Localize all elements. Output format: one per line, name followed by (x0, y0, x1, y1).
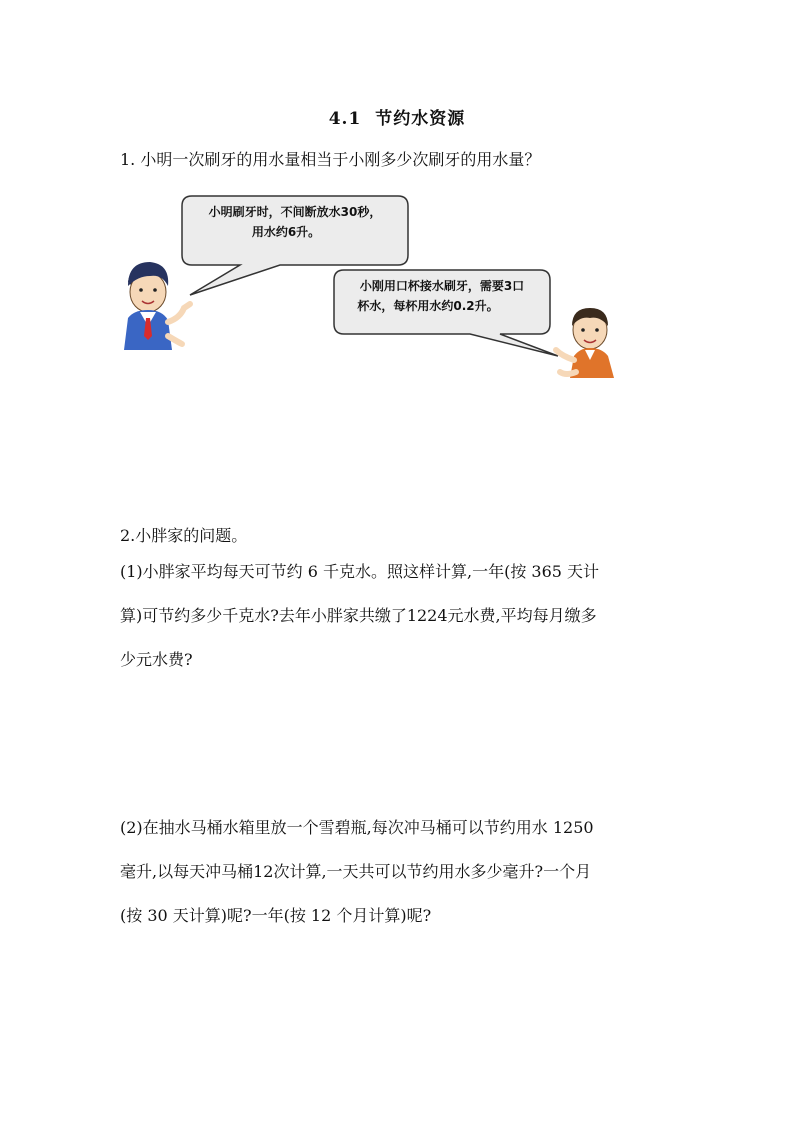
question-2-heading: 2.小胖家的问题。 (120, 526, 248, 545)
question-2-part-1-line: 算)可节约多少千克水?去年小胖家共缴了1224元水费,平均每月缴多 (120, 606, 597, 625)
speech-bubble-right (334, 270, 558, 356)
boy-xiaoming-figure (124, 262, 190, 350)
question-2-part-2-line: (按 30 天计算)呢?一年(按 12 个月计算)呢? (120, 906, 432, 925)
bubble-right-line2: 杯水，每杯用水约0.2升。 (357, 299, 499, 313)
bubble-right-line1: 小刚用口杯接水刷牙，需要3口 (359, 279, 525, 293)
bubble-left-line1: 小明刷牙时，不间断放水30秒， (208, 205, 382, 219)
question-2-part-1-line: (1)小胖家平均每天可节约 6 千克水。照这样计算,一年(按 365 天计 (120, 562, 600, 581)
boy-xiaogang-figure (556, 308, 614, 378)
question-2-part-1 (120, 550, 680, 682)
section-number: 4.1 (328, 109, 362, 129)
question-2-part-1-line: 少元水费? (120, 650, 193, 669)
question-2-part-2-line: (2)在抽水马桶水箱里放一个雪碧瓶,每次冲马桶可以节约用水 1250 (120, 818, 594, 837)
question-2-part-2 (120, 806, 680, 938)
bubble-left-line2: 用水约6升。 (251, 225, 321, 239)
toothbrush-illustration (0, 0, 794, 420)
question-2-part-2-line: 毫升,以每天冲马桶12次计算,一天共可以节约用水多少毫升?一个月 (120, 862, 592, 881)
question-2 (120, 518, 680, 554)
section-title: 节约水资源 (375, 109, 466, 129)
question-1-text: 1. 小明一次刷牙的用水量相当于小刚多少次刷牙的用水量？ (120, 150, 541, 169)
